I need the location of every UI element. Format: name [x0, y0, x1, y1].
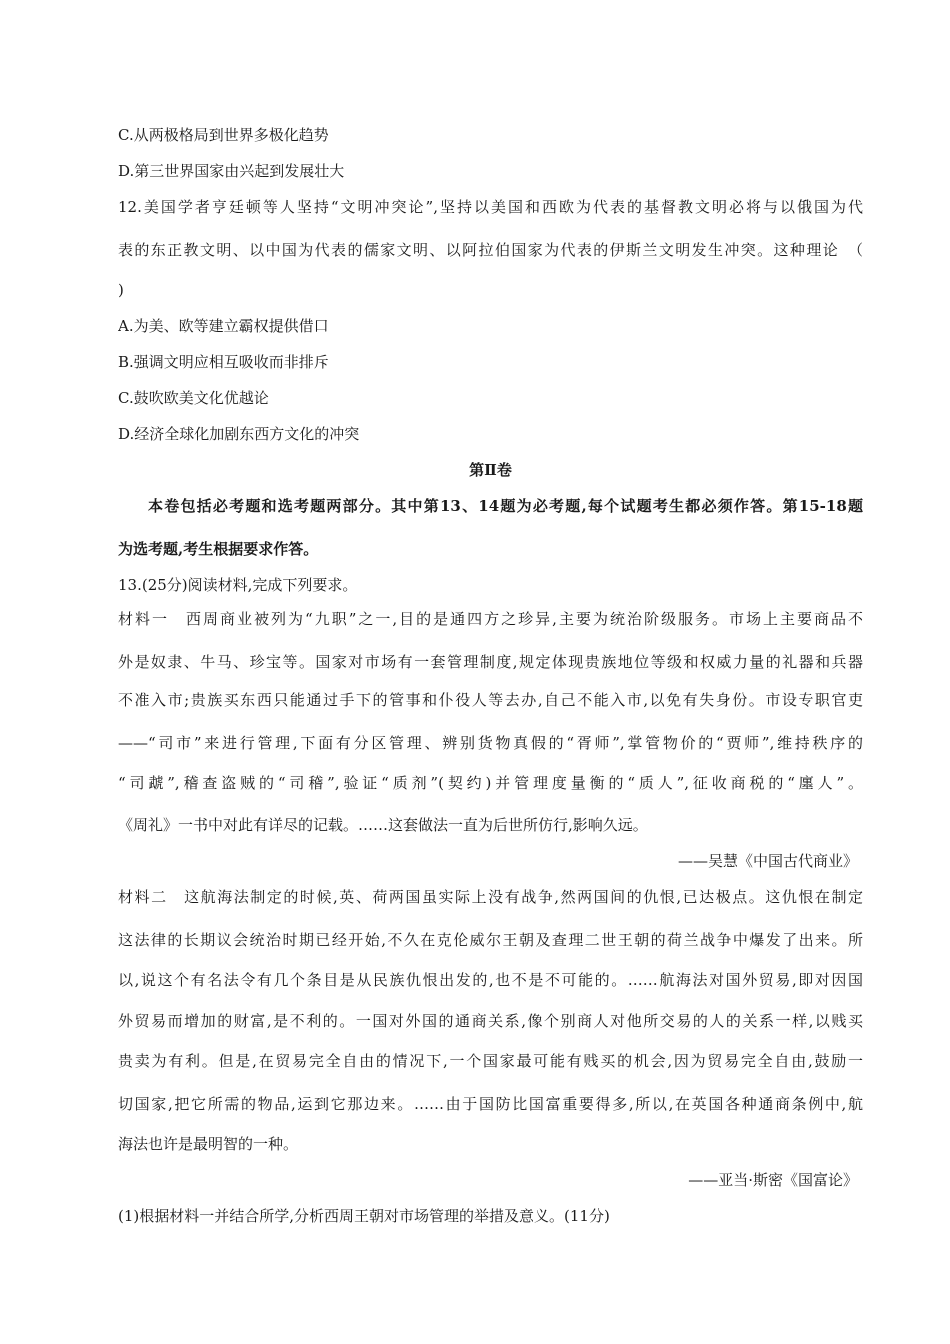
q13-material2-line-6: 切国家,把它所需的物品,运到它那边来。……由于国防比国富重要得多,所以,在英国各种通商条例中,航 — [118, 1095, 863, 1113]
q12-option-d: D.经济全球化加剧东西方文化的冲突 — [118, 425, 360, 443]
q13-material1-source: ——吴慧《中国古代商业》 — [677, 852, 858, 870]
q12-option-c: C.鼓吹欧美文化优越论 — [118, 389, 269, 407]
q13-material1-line-1: 材料一 西周商业被列为“九职”之一,目的是通四方之珍异,主要为统治阶级服务。市场上主要商品不 — [118, 610, 863, 628]
q13-subquestion-1: (1)根据材料一并结合所学,分析西周王朝对市场管理的举措及意义。(11分) — [118, 1207, 610, 1225]
section-2-intro-line-1: 本卷包括必考题和选考题两部分。其中第13、14题为必考题,每个试题考生都必须作答。第15-18题 — [148, 497, 863, 515]
q12-option-a: A.为美、欧等建立霸权提供借口 — [118, 317, 329, 335]
q13-material2-line-7: 海法也许是最明智的一种。 — [118, 1135, 299, 1153]
q12-stem-line-1: 12.美国学者亨廷顿等人坚持“文明冲突论”,坚持以美国和西欧为代表的基督教文明必将与以俄国为代 — [118, 198, 863, 216]
q13-header: 13.(25分)阅读材料,完成下列要求。 — [118, 576, 358, 594]
q13-material2-source: ——亚当·斯密《国富论》 — [688, 1171, 858, 1189]
q11-option-d: D.第三世界国家由兴起到发展壮大 — [118, 162, 345, 180]
q13-material2-line-2: 这法律的长期议会统治时期已经开始,不久在克伦威尔王朝及查理二世王朝的荷兰战争中爆发了出来。所 — [118, 931, 863, 949]
q13-material1-line-2: 外是奴隶、牛马、珍宝等。国家对市场有一套管理制度,规定体现贵族地位等级和权威力量的礼器和兵器 — [118, 653, 863, 671]
q12-stem-line-3: ) — [118, 281, 124, 299]
q13-material2-line-3: 以,说这个有名法令有几个条目是从民族仇恨出发的,也不是不可能的。……航海法对国外贸易,即对因国 — [118, 971, 863, 989]
q13-material1-line-6: 《周礼》一书中对此有详尽的记载。……这套做法一直为后世所仿行,影响久远。 — [118, 816, 648, 834]
q13-material1-line-5: “司虣”,稽查盗贼的“司稽”,验证“质剂”(契约)并管理度量衡的“质人”,征收商税的“廛人”。 — [118, 774, 863, 792]
section-2-intro-line-2: 为选考题,考生根据要求作答。 — [118, 540, 319, 558]
q11-option-c: C.从两极格局到世界多极化趋势 — [118, 126, 329, 144]
q13-material1-line-4: ——“司市”来进行管理,下面有分区管理、辨别货物真假的“胥师”,掌管物价的“贾师”,维持秩序的 — [118, 734, 863, 752]
q13-material2-line-1: 材料二 这航海法制定的时候,英、荷两国虽实际上没有战争,然两国间的仇恨,已达极点。这仇恨在制定 — [118, 888, 863, 906]
q12-option-b: B.强调文明应相互吸收而非排斥 — [118, 353, 329, 371]
q13-material2-line-4: 外贸易而增加的财富,是不利的。一国对外国的通商关系,像个别商人对他所交易的人的关系一样,以贱买 — [118, 1012, 863, 1030]
q13-material2-line-5: 贵卖为有利。但是,在贸易完全自由的情况下,一个国家最可能有贱买的机会,因为贸易完全自由,鼓励一 — [118, 1052, 863, 1070]
q12-stem-line-2: 表的东正教文明、以中国为代表的儒家文明、以阿拉伯国家为代表的伊斯兰文明发生冲突。这种理论 （ — [118, 241, 863, 259]
section-2-title: 第Ⅱ卷 — [469, 461, 512, 479]
q13-material1-line-3: 不准入市;贵族买东西只能通过手下的管事和仆役人等去办,自己不能入市,以免有失身份。市设专职官吏 — [118, 691, 863, 709]
